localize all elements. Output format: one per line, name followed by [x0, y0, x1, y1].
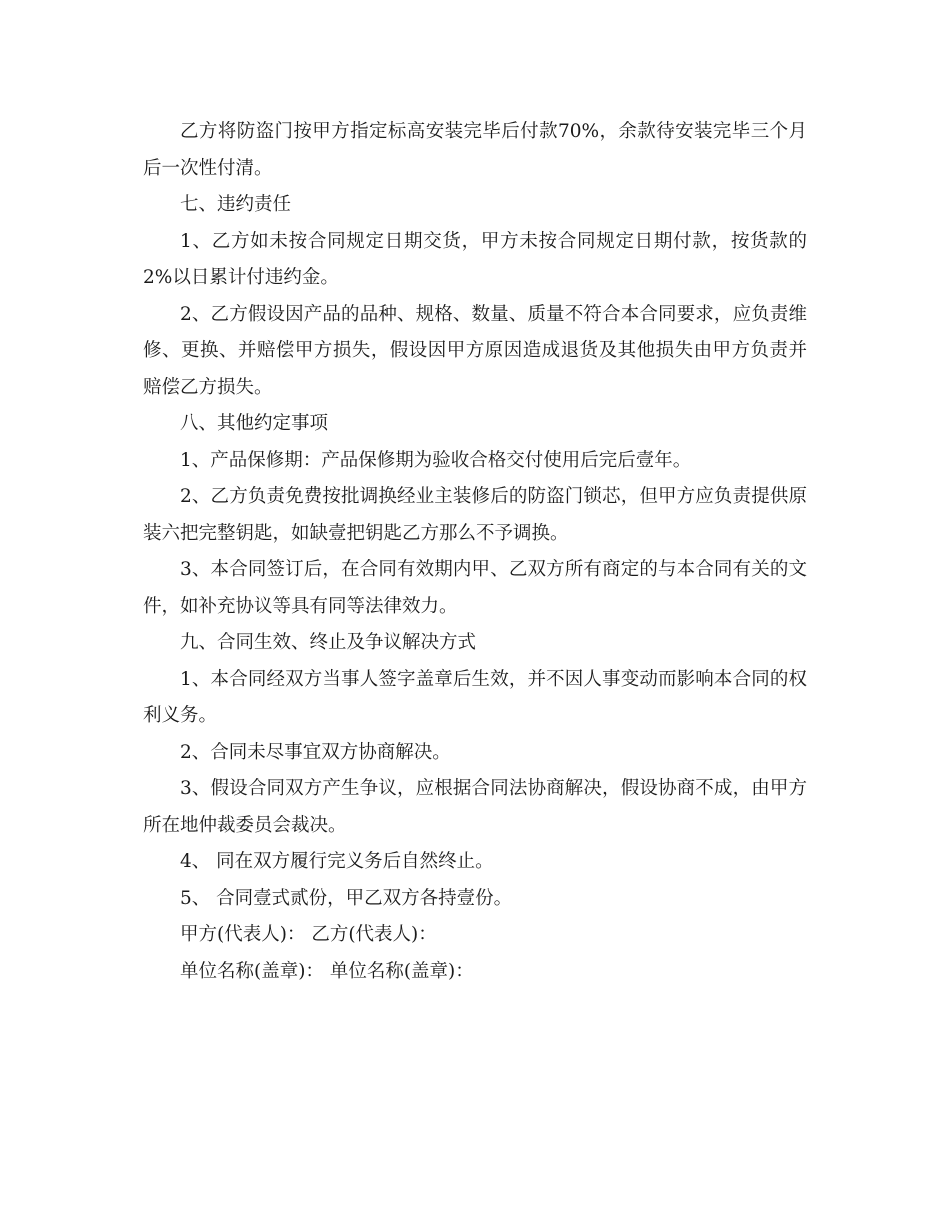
- other-terms-clause-3: 3、本合同签订后，在合同有效期内甲、乙双方所有商定的与本合同有关的文件，如补充协议等具有同等法律效力。: [143, 559, 807, 617]
- signature-seal-line: 单位名称(盖章)： 单位名称(盖章)：: [180, 960, 474, 982]
- effectiveness-clause-4: 4、 同在双方履行完义务后自然终止。: [180, 851, 494, 872]
- section-heading-effectiveness: 九、合同生效、终止及争议解决方式: [180, 632, 477, 653]
- payment-terms-paragraph: 乙方将防盗门按甲方指定标高安装完毕后付款70%，余款待安装完毕三个月后一次性付清。: [143, 121, 807, 179]
- section-heading-other-terms: 八、其他约定事项: [180, 413, 329, 434]
- effectiveness-clause-5: 5、 合同壹式贰份，甲乙双方各持壹份。: [180, 887, 513, 909]
- breach-clause-2: 2、乙方假设因产品的品种、规格、数量、质量不符合本合同要求，应负责维修、更换、并赔偿甲方损失，假设因甲方原因造成退货及其他损失由甲方负责并赔偿乙方损失。: [143, 303, 807, 398]
- signature-representatives-line: 甲方(代表人)： 乙方(代表人)：: [180, 924, 437, 945]
- document-body: [143, 114, 807, 990]
- other-terms-clause-2: 2、乙方负责免费按批调换经业主装修后的防盗门锁芯，但甲方应负责提供原装六把完整钥匙，如缺壹把钥匙乙方那么不予调换。: [143, 486, 807, 544]
- breach-clause-1: 1、乙方如未按合同规定日期交货，甲方未按合同规定日期付款，按货款的2%以日累计付违约金。: [143, 230, 807, 288]
- effectiveness-clause-2: 2、合同未尽事宜双方协商解决。: [180, 741, 451, 763]
- section-heading-breach: 七、违约责任: [180, 194, 292, 215]
- effectiveness-clause-3: 3、假设合同双方产生争议，应根据合同法协商解决，假设协商不成，由甲方所在地仲裁委员会裁决。: [143, 778, 807, 836]
- other-terms-clause-1: 1、产品保修期：产品保修期为验收合格交付使用后完后壹年。: [180, 449, 692, 471]
- effectiveness-clause-1: 1、本合同经双方当事人签字盖章后生效，并不因人事变动而影响本合同的权利义务。: [143, 668, 807, 726]
